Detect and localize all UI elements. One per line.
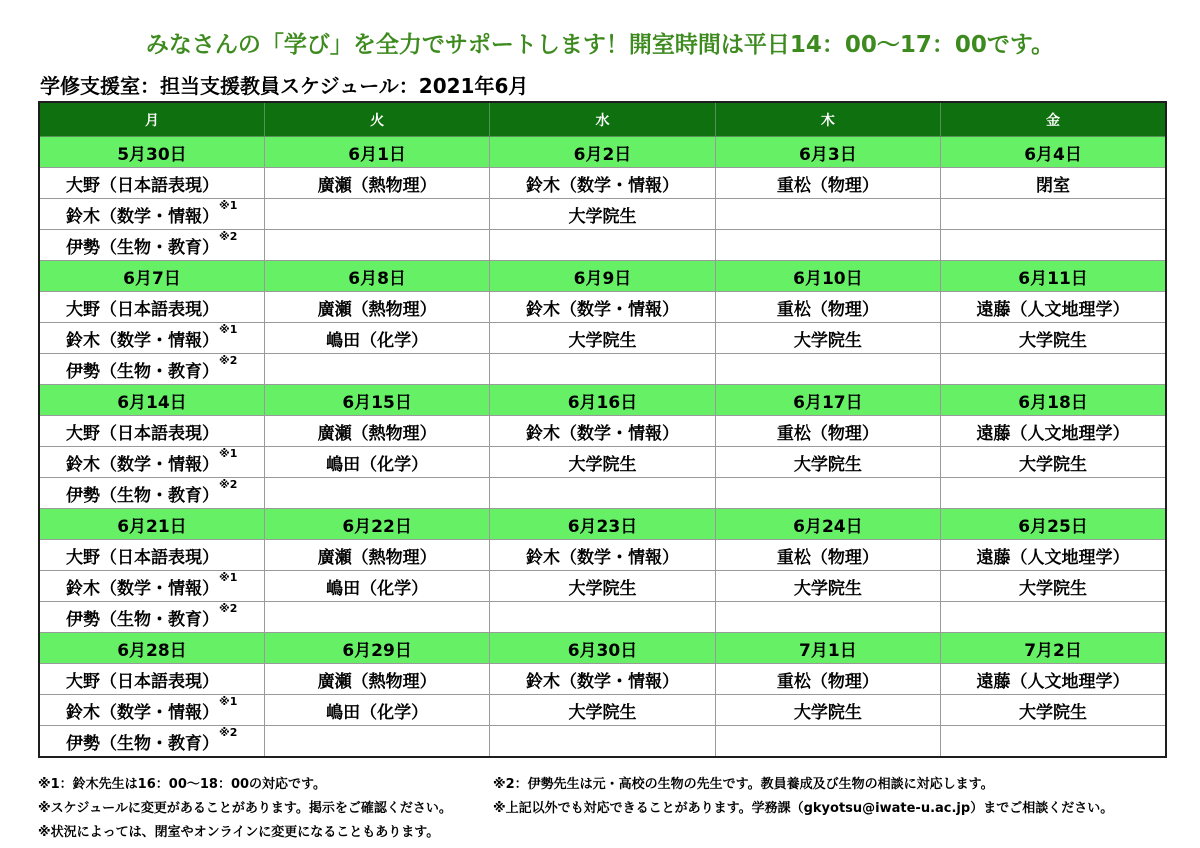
staff-name: 遠藤（人文地理学） xyxy=(976,671,1130,692)
staff-name: 伊勢（生物・教育） xyxy=(66,609,219,630)
staff-cell xyxy=(490,478,715,509)
footnotes xyxy=(38,773,1188,845)
date-cell: 6月24日 xyxy=(715,509,940,540)
staff-name: 廣瀬（熱物理） xyxy=(317,547,437,568)
date-row xyxy=(39,137,1166,168)
date-row xyxy=(39,633,1166,664)
footnote-line xyxy=(38,821,1188,845)
date-cell: 6月1日 xyxy=(264,137,489,168)
staff-row xyxy=(39,354,1166,385)
staff-row xyxy=(39,726,1166,758)
staff-name: 鈴木（数学・情報） xyxy=(525,547,679,568)
staff-cell xyxy=(490,292,715,323)
date-cell: 6月18日 xyxy=(941,385,1166,416)
staff-name: 大学院生 xyxy=(568,578,637,599)
staff-cell xyxy=(264,695,489,726)
staff-name: 遠藤（人文地理学） xyxy=(976,547,1130,568)
date-cell: 6月9日 xyxy=(490,261,715,292)
footnote-marker: ※2 xyxy=(219,353,238,367)
staff-cell xyxy=(715,695,940,726)
staff-row xyxy=(39,478,1166,509)
staff-cell xyxy=(490,726,715,758)
weekday-header-cell: 火 xyxy=(264,102,489,137)
footnote-line xyxy=(38,773,1188,797)
date-row xyxy=(39,385,1166,416)
staff-cell xyxy=(941,292,1166,323)
staff-cell xyxy=(264,664,489,695)
staff-name: 嶋田（化学） xyxy=(326,330,429,351)
staff-name: 大学院生 xyxy=(1019,578,1088,599)
staff-cell xyxy=(264,726,489,758)
staff-name: 遠藤（人文地理学） xyxy=(976,423,1130,444)
weekday-header-row xyxy=(39,102,1166,137)
date-cell: 6月30日 xyxy=(490,633,715,664)
footnote-marker: ※1 xyxy=(219,322,238,336)
staff-cell xyxy=(715,664,940,695)
staff-name: 鈴木（数学・情報） xyxy=(525,423,679,444)
date-cell: 6月2日 xyxy=(490,137,715,168)
footnote-ise: ※2：伊勢先生は元・高校の生物の先生です。教員養成及び生物の相談に対応します。 xyxy=(493,777,994,792)
footnote-suzuki: ※1：鈴木先生は16：00～18：00の対応です。 xyxy=(38,777,327,792)
staff-cell xyxy=(941,447,1166,478)
staff-name: 伊勢（生物・教育） xyxy=(66,733,219,754)
date-cell: 6月11日 xyxy=(941,261,1166,292)
schedule-title: 学修支援室：担当支援教員スケジュール：2021年6月 xyxy=(40,74,529,98)
staff-cell xyxy=(39,168,264,199)
footnote-marker: ※1 xyxy=(219,446,238,460)
staff-cell xyxy=(941,230,1166,261)
staff-row xyxy=(39,540,1166,571)
staff-name: 廣瀬（熱物理） xyxy=(317,423,437,444)
staff-row xyxy=(39,292,1166,323)
staff-cell xyxy=(715,323,940,354)
date-cell: 7月1日 xyxy=(715,633,940,664)
staff-name: 大学院生 xyxy=(793,702,862,723)
staff-name: 重松（物理） xyxy=(776,423,879,444)
staff-cell xyxy=(715,447,940,478)
footnote-marker: ※1 xyxy=(219,198,238,212)
date-cell: 6月22日 xyxy=(264,509,489,540)
footnote-contact: ※上記以外でも対応できることがあります。学務課（gkyotsu@iwate-u.ac.jp）までご相談ください。 xyxy=(493,801,1114,816)
date-row xyxy=(39,261,1166,292)
date-cell: 6月28日 xyxy=(39,633,264,664)
staff-cell xyxy=(39,602,264,633)
staff-name: 重松（物理） xyxy=(776,299,879,320)
staff-cell xyxy=(39,695,264,726)
staff-cell xyxy=(264,292,489,323)
footnote-marker: ※2 xyxy=(219,601,238,615)
date-cell: 6月23日 xyxy=(490,509,715,540)
staff-cell xyxy=(715,230,940,261)
date-cell: 6月14日 xyxy=(39,385,264,416)
staff-row xyxy=(39,416,1166,447)
staff-cell xyxy=(264,168,489,199)
date-row xyxy=(39,509,1166,540)
footnote-marker: ※2 xyxy=(219,477,238,491)
staff-cell xyxy=(715,292,940,323)
staff-row xyxy=(39,695,1166,726)
staff-name: 大野（日本語表現） xyxy=(66,671,219,692)
staff-name: 閉室 xyxy=(1036,175,1071,196)
weekday-header-cell: 木 xyxy=(715,102,940,137)
staff-cell xyxy=(490,447,715,478)
staff-cell xyxy=(39,416,264,447)
staff-cell xyxy=(39,664,264,695)
staff-name: 大学院生 xyxy=(568,702,637,723)
staff-row xyxy=(39,168,1166,199)
staff-row xyxy=(39,323,1166,354)
staff-row xyxy=(39,571,1166,602)
staff-cell xyxy=(490,168,715,199)
staff-cell xyxy=(264,602,489,633)
staff-name: 伊勢（生物・教育） xyxy=(66,361,219,382)
date-cell: 7月2日 xyxy=(941,633,1166,664)
staff-row xyxy=(39,199,1166,230)
staff-cell xyxy=(39,323,264,354)
staff-cell xyxy=(490,416,715,447)
staff-cell xyxy=(39,230,264,261)
staff-name: 鈴木（数学・情報） xyxy=(525,671,679,692)
staff-cell xyxy=(39,571,264,602)
staff-cell xyxy=(264,447,489,478)
weekday-header-cell: 月 xyxy=(39,102,264,137)
date-cell: 6月7日 xyxy=(39,261,264,292)
staff-cell xyxy=(39,292,264,323)
staff-name: 鈴木（数学・情報） xyxy=(525,175,679,196)
footnote-schedule-change: ※スケジュールに変更があることがあります。掲示をご確認ください。 xyxy=(38,801,452,816)
staff-name: 大学院生 xyxy=(568,454,637,475)
staff-cell xyxy=(941,478,1166,509)
staff-name: 鈴木（数学・情報） xyxy=(66,330,219,351)
date-cell: 6月16日 xyxy=(490,385,715,416)
staff-cell xyxy=(941,354,1166,385)
staff-row xyxy=(39,447,1166,478)
weekday-header-cell: 金 xyxy=(941,102,1166,137)
staff-name: 伊勢（生物・教育） xyxy=(66,485,219,506)
staff-cell xyxy=(264,199,489,230)
staff-cell xyxy=(941,168,1166,199)
staff-cell xyxy=(264,571,489,602)
staff-name: 大学院生 xyxy=(1019,702,1088,723)
staff-cell xyxy=(715,540,940,571)
staff-cell xyxy=(490,354,715,385)
staff-name: 重松（物理） xyxy=(776,671,879,692)
staff-name: 鈴木（数学・情報） xyxy=(66,206,219,227)
date-cell: 6月25日 xyxy=(941,509,1166,540)
footnote-marker: ※2 xyxy=(219,725,238,739)
footnote-line xyxy=(38,797,1188,821)
staff-cell xyxy=(715,416,940,447)
staff-cell xyxy=(715,602,940,633)
schedule-table xyxy=(38,101,1167,758)
staff-name: 鈴木（数学・情報） xyxy=(525,299,679,320)
staff-name: 廣瀬（熱物理） xyxy=(317,175,437,196)
date-cell: 6月15日 xyxy=(264,385,489,416)
staff-cell xyxy=(715,199,940,230)
staff-cell xyxy=(39,726,264,758)
staff-name: 大学院生 xyxy=(1019,454,1088,475)
staff-cell xyxy=(264,323,489,354)
staff-name: 鈴木（数学・情報） xyxy=(66,454,219,475)
weekday-header-cell: 水 xyxy=(490,102,715,137)
date-cell: 6月10日 xyxy=(715,261,940,292)
staff-cell xyxy=(941,571,1166,602)
staff-cell xyxy=(941,540,1166,571)
date-cell: 6月8日 xyxy=(264,261,489,292)
staff-name: 嶋田（化学） xyxy=(326,578,429,599)
staff-cell xyxy=(490,230,715,261)
staff-cell xyxy=(941,199,1166,230)
staff-name: 大野（日本語表現） xyxy=(66,175,219,196)
staff-cell xyxy=(715,726,940,758)
staff-name: 大学院生 xyxy=(793,454,862,475)
staff-cell xyxy=(490,695,715,726)
staff-cell xyxy=(39,199,264,230)
staff-cell xyxy=(264,230,489,261)
staff-cell xyxy=(490,323,715,354)
staff-cell xyxy=(715,478,940,509)
staff-cell xyxy=(715,168,940,199)
staff-name: 鈴木（数学・情報） xyxy=(66,702,219,723)
footnote-marker: ※1 xyxy=(219,694,238,708)
footnote-marker: ※2 xyxy=(219,229,238,243)
staff-cell xyxy=(941,695,1166,726)
staff-name: 大野（日本語表現） xyxy=(66,423,219,444)
date-cell: 6月4日 xyxy=(941,137,1166,168)
staff-cell xyxy=(39,354,264,385)
staff-cell xyxy=(264,478,489,509)
staff-cell xyxy=(941,416,1166,447)
staff-cell xyxy=(941,664,1166,695)
staff-cell xyxy=(490,664,715,695)
staff-name: 遠藤（人文地理学） xyxy=(976,299,1130,320)
footnote-marker: ※1 xyxy=(219,570,238,584)
staff-cell xyxy=(264,354,489,385)
staff-cell xyxy=(490,602,715,633)
staff-name: 伊勢（生物・教育） xyxy=(66,237,219,258)
staff-name: 鈴木（数学・情報） xyxy=(66,578,219,599)
staff-name: 廣瀬（熱物理） xyxy=(317,671,437,692)
staff-name: 大野（日本語表現） xyxy=(66,299,219,320)
staff-cell xyxy=(39,447,264,478)
staff-name: 大学院生 xyxy=(1019,330,1088,351)
staff-cell xyxy=(490,571,715,602)
date-cell: 6月17日 xyxy=(715,385,940,416)
staff-cell xyxy=(264,416,489,447)
staff-cell xyxy=(490,199,715,230)
staff-name: 大学院生 xyxy=(793,578,862,599)
staff-name: 大学院生 xyxy=(568,330,637,351)
staff-name: 重松（物理） xyxy=(776,547,879,568)
staff-row xyxy=(39,602,1166,633)
staff-name: 大学院生 xyxy=(568,206,637,227)
staff-row xyxy=(39,664,1166,695)
date-cell: 6月29日 xyxy=(264,633,489,664)
date-cell: 6月3日 xyxy=(715,137,940,168)
staff-name: 大学院生 xyxy=(793,330,862,351)
staff-cell xyxy=(941,602,1166,633)
staff-row xyxy=(39,230,1166,261)
date-cell: 6月21日 xyxy=(39,509,264,540)
staff-cell xyxy=(941,726,1166,758)
staff-name: 嶋田（化学） xyxy=(326,454,429,475)
staff-cell xyxy=(941,323,1166,354)
staff-cell xyxy=(264,540,489,571)
schedule-body xyxy=(39,137,1166,758)
staff-name: 大野（日本語表現） xyxy=(66,547,219,568)
footnote-closure: ※状況によっては、閉室やオンラインに変更になることもあります。 xyxy=(38,825,440,840)
page-banner: みなさんの「学び」を全力でサポートします！開室時間は平日14：00～17：00です。 xyxy=(145,32,1055,58)
staff-cell xyxy=(39,540,264,571)
staff-cell xyxy=(490,540,715,571)
date-cell: 5月30日 xyxy=(39,137,264,168)
staff-cell xyxy=(39,478,264,509)
staff-cell xyxy=(715,354,940,385)
staff-name: 重松（物理） xyxy=(776,175,879,196)
staff-name: 廣瀬（熱物理） xyxy=(317,299,437,320)
staff-cell xyxy=(715,571,940,602)
staff-name: 嶋田（化学） xyxy=(326,702,429,723)
